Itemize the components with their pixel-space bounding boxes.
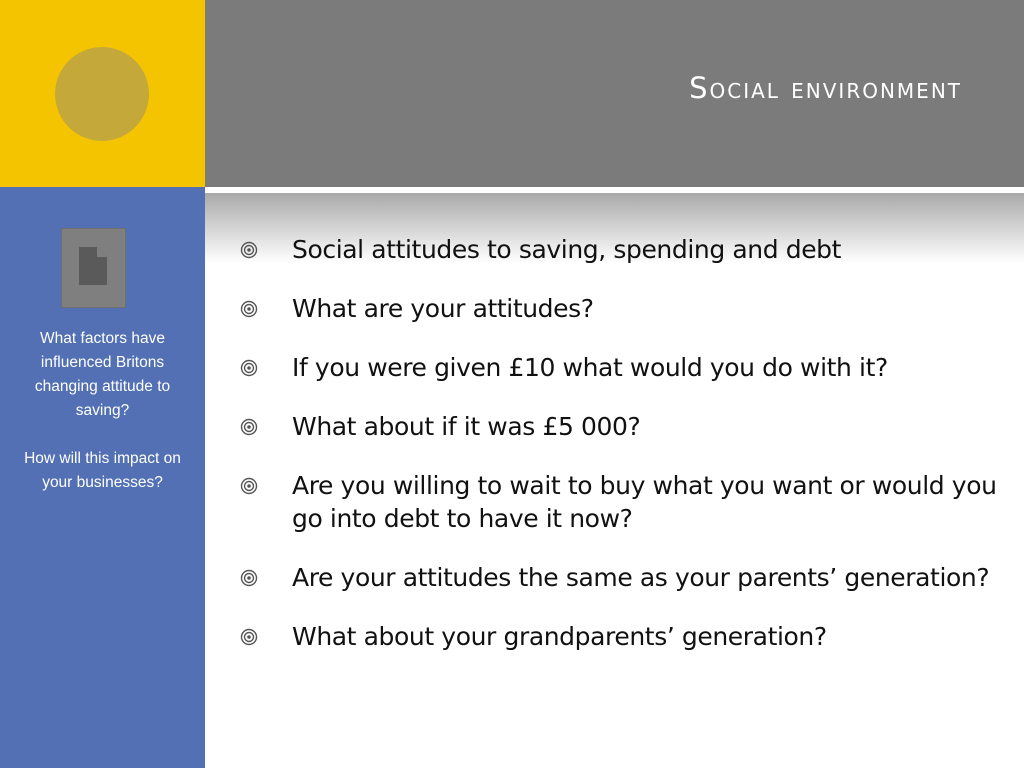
document-icon bbox=[61, 228, 126, 308]
bullet-text: Social attitudes to saving, spending and debt bbox=[292, 235, 842, 264]
corner-accent-block bbox=[0, 0, 205, 187]
target-bullet-icon bbox=[240, 300, 258, 318]
bullet-item bbox=[240, 620, 1000, 653]
bullet-text: If you were given £10 what would you do with it? bbox=[292, 353, 888, 382]
title-bar bbox=[205, 0, 1024, 187]
bullet-item bbox=[240, 233, 1000, 266]
target-bullet-icon bbox=[240, 628, 258, 646]
bullet-item bbox=[240, 292, 1000, 325]
target-bullet-icon bbox=[240, 359, 258, 377]
bullet-text: What are your attitudes? bbox=[292, 294, 594, 323]
target-bullet-icon bbox=[240, 418, 258, 436]
bullet-text: What about if it was £5 000? bbox=[292, 412, 641, 441]
bullet-text: Are your attitudes the same as your parents’ generation? bbox=[292, 563, 990, 592]
decorative-circle bbox=[55, 47, 149, 141]
slide-title: Social environment bbox=[689, 71, 962, 105]
bullet-list bbox=[240, 233, 1000, 679]
bullet-text: What about your grandparents’ generation? bbox=[292, 622, 827, 651]
target-bullet-icon bbox=[240, 569, 258, 587]
bullet-item bbox=[240, 410, 1000, 443]
bullet-item bbox=[240, 351, 1000, 384]
sidebar bbox=[0, 187, 205, 768]
target-bullet-icon bbox=[240, 241, 258, 259]
sidebar-question-1: What factors have influenced Britons changing attitude to saving? bbox=[34, 330, 171, 419]
sidebar-question-2: How will this impact on your businesses? bbox=[24, 450, 181, 491]
bullet-item bbox=[240, 561, 1000, 594]
bullet-text: Are you willing to wait to buy what you want or would you go into debt to have it now? bbox=[292, 471, 997, 533]
sidebar-questions bbox=[10, 327, 195, 495]
bullet-item bbox=[240, 469, 1000, 535]
target-bullet-icon bbox=[240, 477, 258, 495]
